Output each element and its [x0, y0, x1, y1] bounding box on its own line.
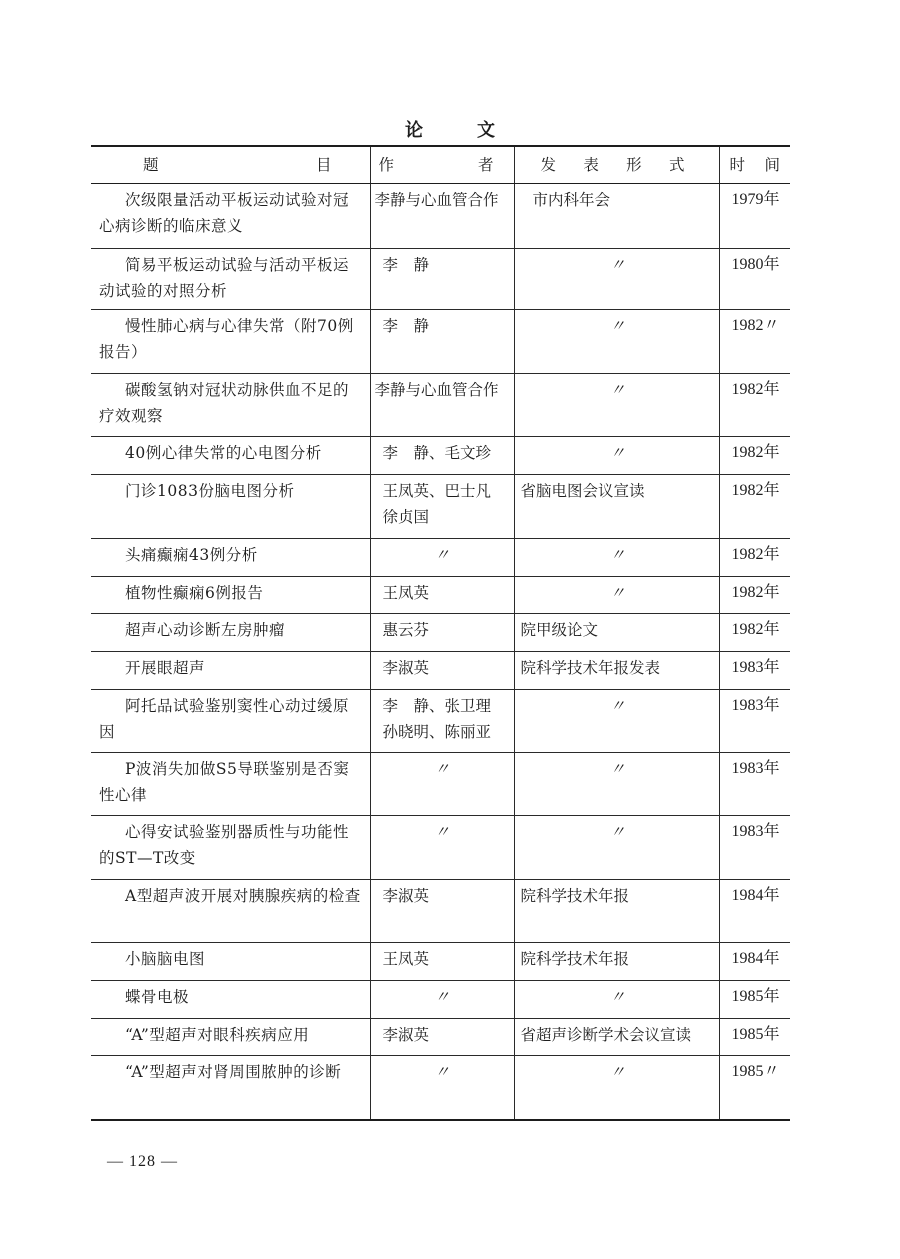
cell-author: 李 静	[370, 310, 514, 374]
cell-time: 1983年	[719, 652, 790, 690]
table-row	[91, 753, 790, 816]
cell-author: 〃	[370, 816, 514, 880]
table-row	[91, 614, 790, 652]
cell-form: 省脑电图会议宣读	[514, 475, 719, 539]
table-row	[91, 1056, 790, 1120]
table-row	[91, 310, 790, 374]
cell-author: 〃	[370, 981, 514, 1019]
cell-title: A型超声波开展对胰腺疾病的检查	[91, 880, 370, 943]
cell-author: 李静与心血管合作	[370, 374, 514, 437]
cell-author: 惠云芬	[370, 614, 514, 652]
cell-title: 开展眼超声	[91, 652, 370, 690]
cell-title: “A”型超声对眼科疾病应用	[91, 1019, 370, 1056]
cell-time: 1982年	[719, 374, 790, 437]
table-row	[91, 652, 790, 690]
cell-form: 市内科年会	[514, 184, 719, 249]
cell-form: 〃	[514, 1056, 719, 1120]
table-row	[91, 539, 790, 577]
cell-title: 慢性肺心病与心律失常（附70例报告）	[91, 310, 370, 374]
header-author: 作者	[370, 146, 514, 184]
header-publication-form: 发表形式	[514, 146, 719, 184]
table-row	[91, 437, 790, 475]
table-row	[91, 880, 790, 943]
table-row	[91, 577, 790, 614]
cell-time: 1982年	[719, 614, 790, 652]
cell-author: 李淑英	[370, 652, 514, 690]
cell-author: 王凤英	[370, 577, 514, 614]
cell-author: 〃	[370, 1056, 514, 1120]
cell-time: 1984年	[719, 943, 790, 981]
cell-time: 1984年	[719, 880, 790, 943]
cell-form: 〃	[514, 690, 719, 753]
cell-time: 1982年	[719, 437, 790, 475]
cell-form: 院科学技术年报发表	[514, 652, 719, 690]
cell-time: 1982年	[719, 539, 790, 577]
cell-form: 院甲级论文	[514, 614, 719, 652]
cell-title: 40例心律失常的心电图分析	[91, 437, 370, 475]
table-row	[91, 249, 790, 310]
cell-time: 1983年	[719, 816, 790, 880]
table-row	[91, 1019, 790, 1056]
cell-form: 〃	[514, 437, 719, 475]
cell-form: 院科学技术年报	[514, 943, 719, 981]
cell-form: 〃	[514, 753, 719, 816]
cell-form: 省超声诊断学术会议宣读	[514, 1019, 719, 1056]
cell-author: 李 静、张卫理 孙晓明、陈丽亚	[370, 690, 514, 753]
cell-time: 1985〃	[719, 1056, 790, 1120]
header-time: 时间	[719, 146, 790, 184]
cell-time: 1982年	[719, 475, 790, 539]
papers-table	[91, 145, 790, 1121]
cell-time: 1983年	[719, 690, 790, 753]
cell-form: 〃	[514, 310, 719, 374]
cell-author: 〃	[370, 539, 514, 577]
cell-title: “A”型超声对肾周围脓肿的诊断	[91, 1056, 370, 1120]
cell-time: 1985年	[719, 1019, 790, 1056]
table-row	[91, 943, 790, 981]
cell-title: 阿托品试验鉴别窦性心动过缓原因	[91, 690, 370, 753]
table-row	[91, 184, 790, 249]
cell-time: 1980年	[719, 249, 790, 310]
cell-title: 植物性癫痫6例报告	[91, 577, 370, 614]
table-row	[91, 374, 790, 437]
table-row	[91, 816, 790, 880]
cell-title: 简易平板运动试验与活动平板运动试验的对照分析	[91, 249, 370, 310]
cell-title: 碳酸氢钠对冠状动脉供血不足的疗效观察	[91, 374, 370, 437]
cell-author: 王凤英	[370, 943, 514, 981]
cell-author: 〃	[370, 753, 514, 816]
table-header-row	[91, 146, 790, 184]
table-row	[91, 690, 790, 753]
cell-author: 王凤英、巴士凡 徐贞国	[370, 475, 514, 539]
cell-time: 1979年	[719, 184, 790, 249]
cell-title: 蝶骨电极	[91, 981, 370, 1019]
cell-time: 1983年	[719, 753, 790, 816]
cell-title: 超声心动诊断左房肿瘤	[91, 614, 370, 652]
cell-time: 1982〃	[719, 310, 790, 374]
cell-title: P波消失加做S5导联鉴别是否窦性心律	[91, 753, 370, 816]
cell-form: 〃	[514, 981, 719, 1019]
cell-title: 头痛癫痫43例分析	[91, 539, 370, 577]
cell-form: 院科学技术年报	[514, 880, 719, 943]
cell-time: 1985年	[719, 981, 790, 1019]
page-number: — 128 —	[107, 1153, 178, 1170]
cell-author: 李 静、毛文珍	[370, 437, 514, 475]
table-row	[91, 475, 790, 539]
cell-author: 李淑英	[370, 1019, 514, 1056]
cell-form: 〃	[514, 249, 719, 310]
cell-form: 〃	[514, 577, 719, 614]
cell-title: 小脑脑电图	[91, 943, 370, 981]
cell-title: 门诊1083份脑电图分析	[91, 475, 370, 539]
cell-author: 李淑英	[370, 880, 514, 943]
header-title: 题目	[91, 146, 370, 184]
page-title: 论文	[405, 120, 549, 141]
cell-title: 心得安试验鉴别器质性与功能性的ST—T改变	[91, 816, 370, 880]
cell-title: 次级限量活动平板运动试验对冠心病诊断的临床意义	[91, 184, 370, 249]
table-row	[91, 981, 790, 1019]
cell-form: 〃	[514, 374, 719, 437]
cell-form: 〃	[514, 816, 719, 880]
cell-form: 〃	[514, 539, 719, 577]
cell-author: 李静与心血管合作	[370, 184, 514, 249]
cell-author: 李 静	[370, 249, 514, 310]
cell-time: 1982年	[719, 577, 790, 614]
